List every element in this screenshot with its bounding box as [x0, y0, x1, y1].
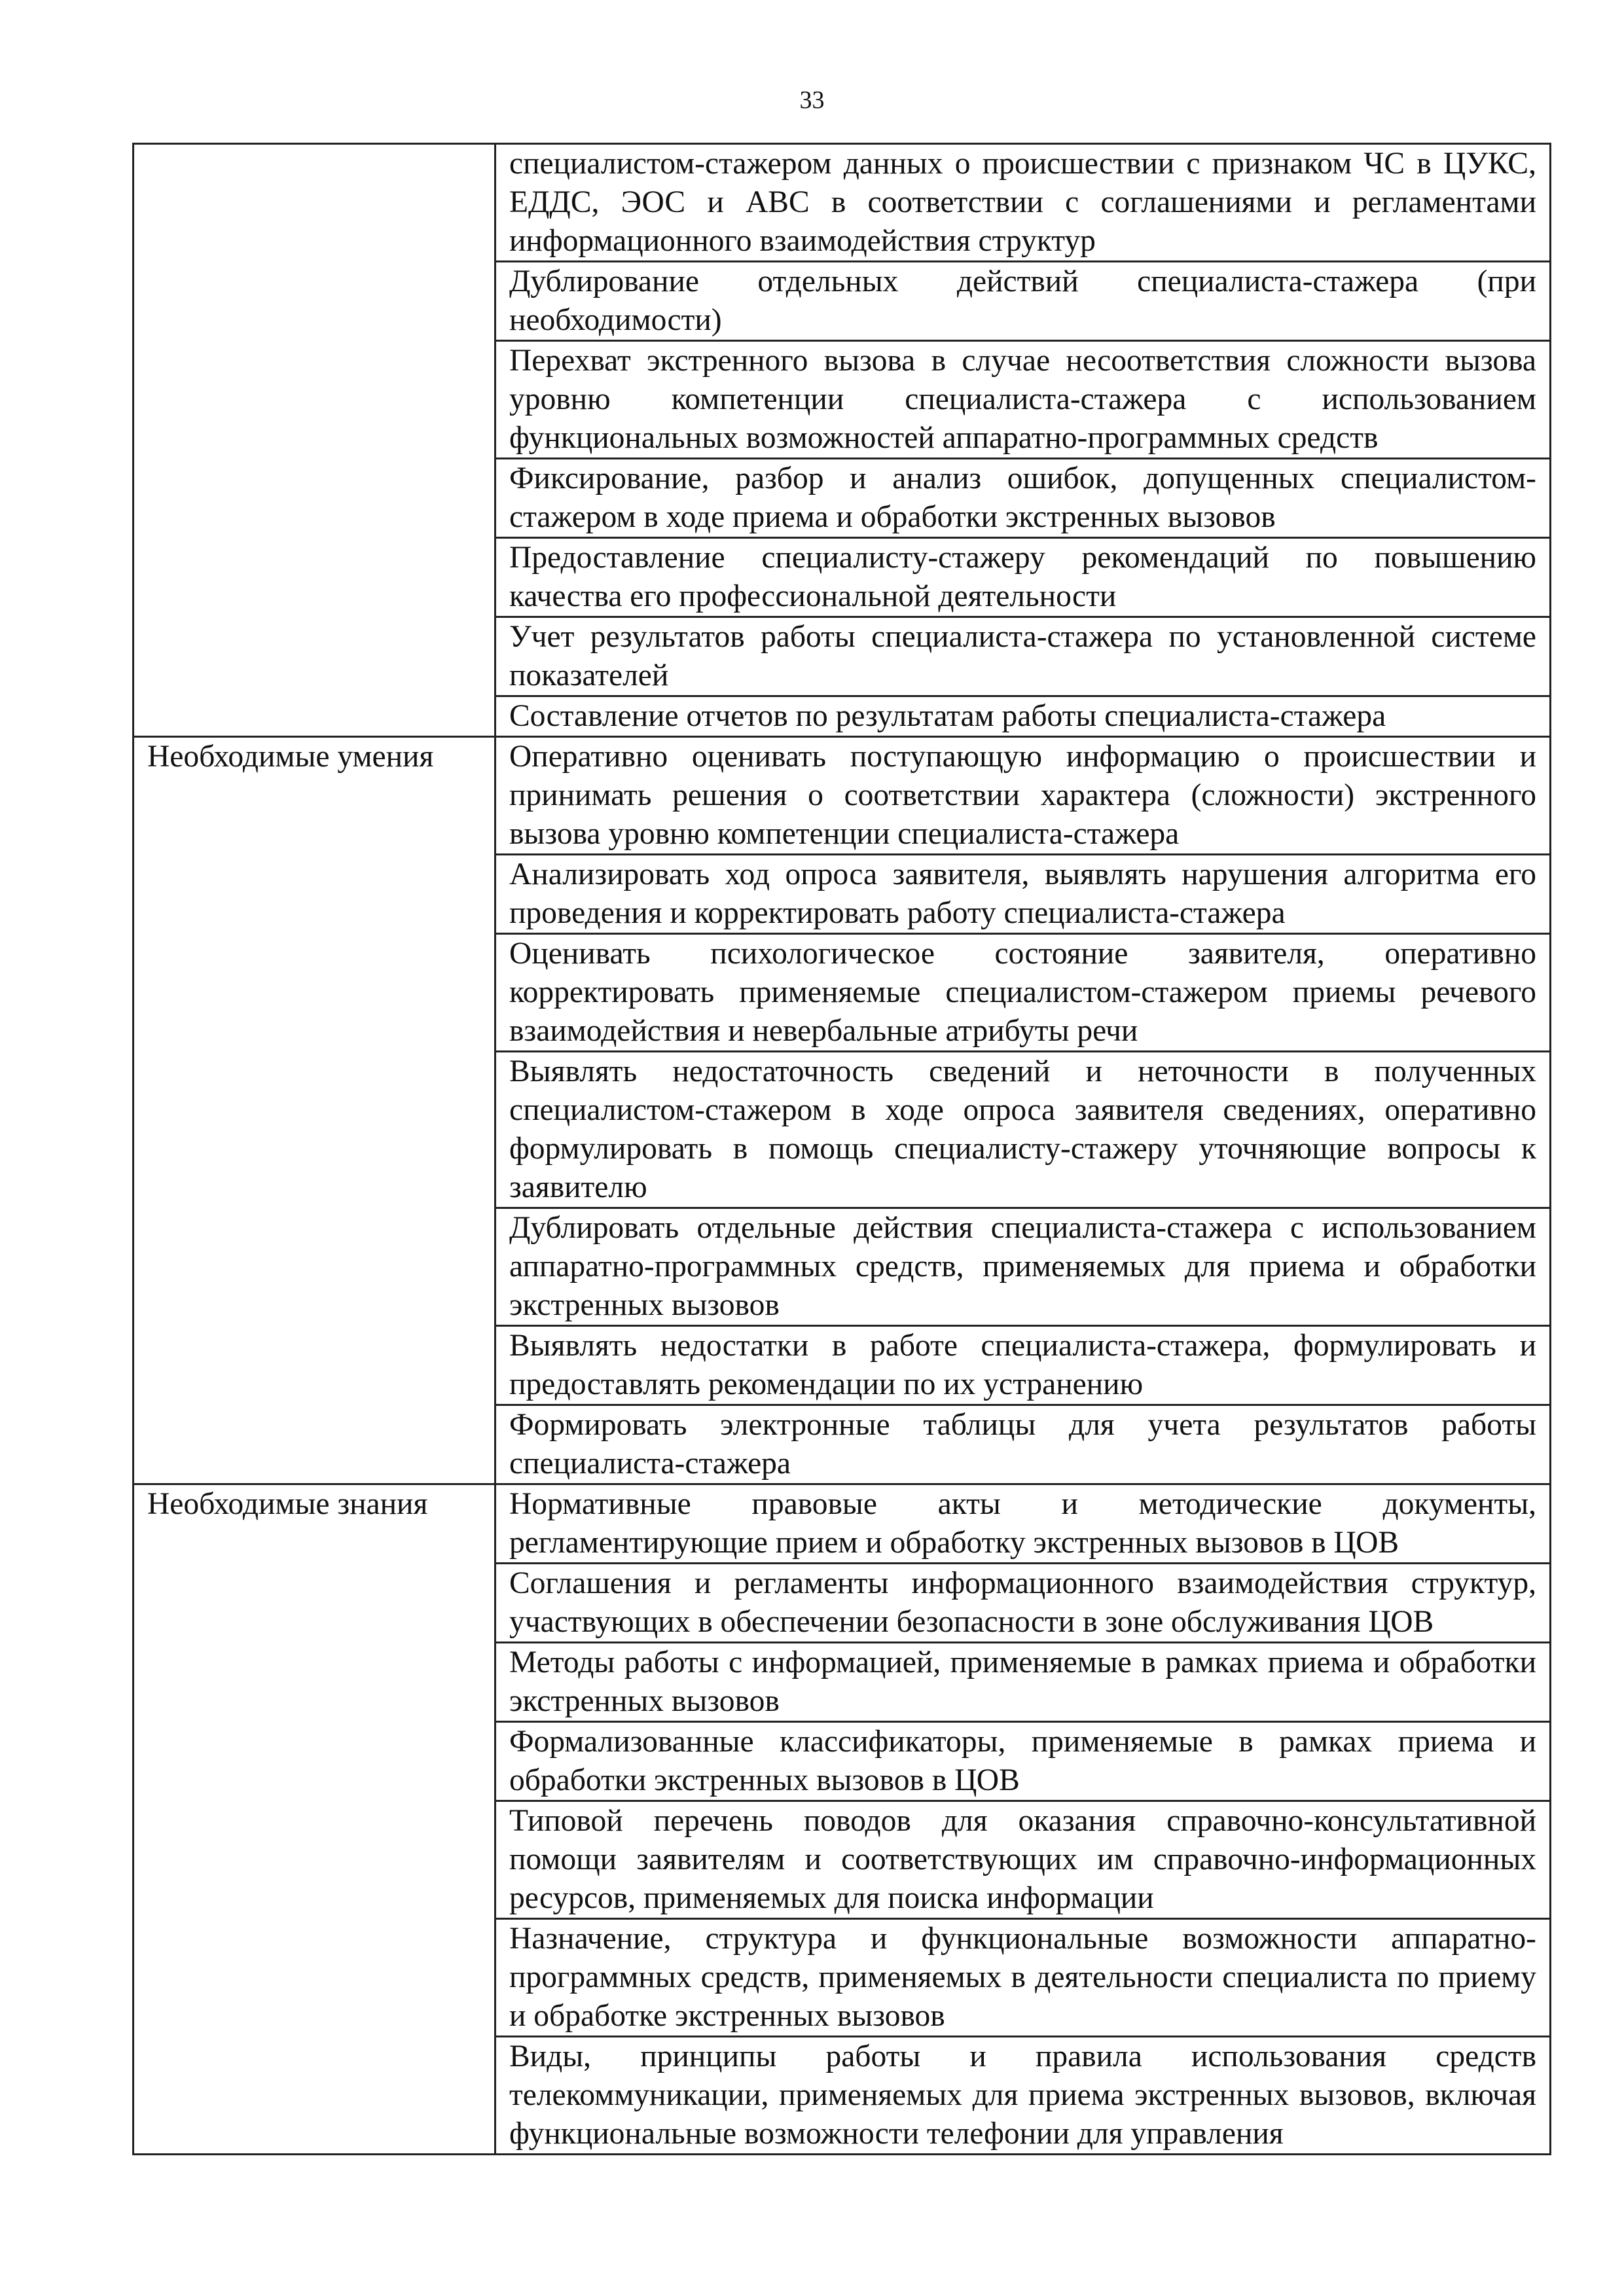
- content-text: Соглашения и регламенты информационного взаимодействия структур, участвующих в обеспечении безопасности в зоне обслуживания ЦОВ: [509, 1566, 1536, 1639]
- content-cell: [496, 144, 1551, 262]
- content-cell: [496, 737, 1551, 855]
- table-row: [134, 144, 1551, 262]
- content-cell: [496, 1643, 1551, 1722]
- content-cell: [496, 1801, 1551, 1919]
- table-row: [134, 1484, 1551, 1564]
- content-cell: [496, 1208, 1551, 1326]
- content-cell: [496, 538, 1551, 617]
- content-text: Предоставление специалисту-стажеру рекомендаций по повышению качества его профессиональной деятельности: [509, 541, 1536, 613]
- content-cell: [496, 1326, 1551, 1405]
- content-text: Выявлять недостаточность сведений и неточности в полученных специалистом-стажером в ходе опроса заявителя сведениях, оперативно формулировать в помощь специалисту-стажеру уточняющие вопросы к заявителю: [509, 1054, 1536, 1204]
- content-text: Назначение, структура и функциональные возможности аппаратно-программных средств, применяемых в деятельности специалиста по приему и обработке экстренных вызовов: [509, 1922, 1536, 2033]
- content-text: Формировать электронные таблицы для учета результатов работы специалиста-стажера: [509, 1408, 1536, 1480]
- content-cell: [496, 1919, 1551, 2037]
- content-cell: [496, 855, 1551, 934]
- content-text: Перехват экстренного вызова в случае несоответствия сложности вызова уровню компетенции специалиста-стажера с использованием функциональных возможностей аппаратно-программных средств: [509, 344, 1536, 455]
- content-text: Дублирование отдельных действий специалиста-стажера (при необходимости): [509, 264, 1536, 337]
- content-cell: [496, 1564, 1551, 1643]
- content-text: Дублировать отдельные действия специалиста-стажера с использованием аппаратно-программных средств, применяемых для приема и обработки экстренных вызовов: [509, 1211, 1536, 1322]
- content-text: специалистом-стажером данных о происшествии с признаком ЧС в ЦУКС, ЕДДС, ЭОС и АВС в соответствии с соглашениями и регламентами информационного взаимодействия структур: [509, 147, 1536, 258]
- content-cell: [496, 696, 1551, 737]
- content-text: Фиксирование, разбор и анализ ошибок, допущенных специалистом-стажером в ходе приема и обработки экстренных вызовов: [509, 461, 1536, 534]
- content-text: Оценивать психологическое состояние заявителя, оперативно корректировать применяемые специалистом-стажером приемы речевого взаимодействия и невербальные атрибуты речи: [509, 937, 1536, 1048]
- content-text: Составление отчетов по результатам работы специалиста-стажера: [509, 699, 1386, 733]
- content-text: Учет результатов работы специалиста-стажера по установленной системе показателей: [509, 620, 1536, 692]
- row-label-knowledge: Необходимые знания: [147, 1487, 428, 1521]
- content-cell: [496, 1722, 1551, 1801]
- content-text: Выявлять недостатки в работе специалиста-стажера, формулировать и предоставлять рекомендации по их устранению: [509, 1329, 1536, 1401]
- table-row: [134, 737, 1551, 855]
- row-label-cell: [134, 144, 496, 737]
- content-text: Анализировать ход опроса заявителя, выявлять нарушения алгоритма его проведения и корректировать работу специалиста-стажера: [509, 857, 1536, 930]
- content-cell: [496, 617, 1551, 696]
- content-text: Нормативные правовые акты и методические документы, регламентирующие прием и обработку экстренных вызовов в ЦОВ: [509, 1487, 1536, 1560]
- content-text: Типовой перечень поводов для оказания справочно-консультативной помощи заявителям и соответствующих им справочно-информационных ресурсов, применяемых для поиска информации: [509, 1804, 1536, 1915]
- content-cell: [496, 2037, 1551, 2155]
- content-cell: [496, 262, 1551, 341]
- content-cell: [496, 341, 1551, 459]
- requirements-table: [132, 143, 1551, 2155]
- content-cell: [496, 1405, 1551, 1484]
- row-label-skills: Необходимые умения: [147, 740, 434, 774]
- page-number: 33: [799, 86, 825, 114]
- content-text: Формализованные классификаторы, применяемые в рамках приема и обработки экстренных вызовов в ЦОВ: [509, 1725, 1536, 1797]
- content-cell: [496, 459, 1551, 538]
- content-cell: [496, 1052, 1551, 1208]
- row-label-cell: [134, 1484, 496, 2155]
- row-label-cell: [134, 737, 496, 1484]
- content-text: Виды, принципы работы и правила использования средств телекоммуникации, применяемых для приема экстренных вызовов, включая функциональные возможности телефонии для управления: [509, 2039, 1536, 2151]
- content-text: Оперативно оценивать поступающую информацию о происшествии и принимать решения о соответствии характера (сложности) экстренного вызова уровню компетенции специалиста-стажера: [509, 740, 1536, 851]
- content-text: Методы работы с информацией, применяемые в рамках приема и обработки экстренных вызовов: [509, 1645, 1536, 1718]
- content-cell: [496, 1484, 1551, 1564]
- content-cell: [496, 934, 1551, 1052]
